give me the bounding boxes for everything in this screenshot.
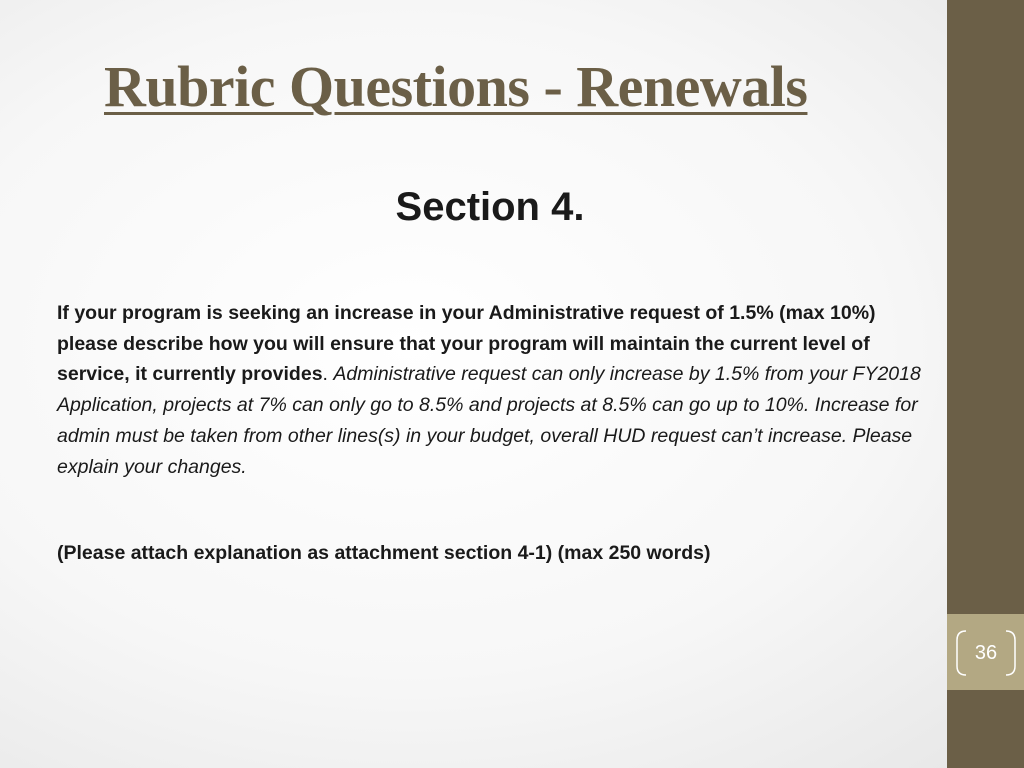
question-period: . (322, 363, 334, 386)
attachment-note: (Please attach explanation as attachment section 4-1) (max 250 words) (57, 542, 711, 564)
section-heading: Section 4. (395, 185, 585, 229)
slide-title: Rubric Questions - Renewals (104, 54, 808, 119)
slide-number: 36 (974, 642, 998, 664)
question-italic-text: Administrative request can only increase by 1.5% from your FY2018 Application, projects at 7% can only go to 8.5% and projects at 8.5% can go up to 10%. Increase for admin must be taken from other lines(s) in your budget, overall HUD request can’t increase. Please explain your changes. (57, 363, 921, 478)
question-text (57, 298, 937, 482)
question-bold-text: If your program is seeking an increase in your Administrative request of 1.5% (max 10%) please describe how you will ensure that your program will maintain the current level of service, it currently provides (57, 302, 876, 386)
slide-number-frame (956, 630, 1016, 676)
